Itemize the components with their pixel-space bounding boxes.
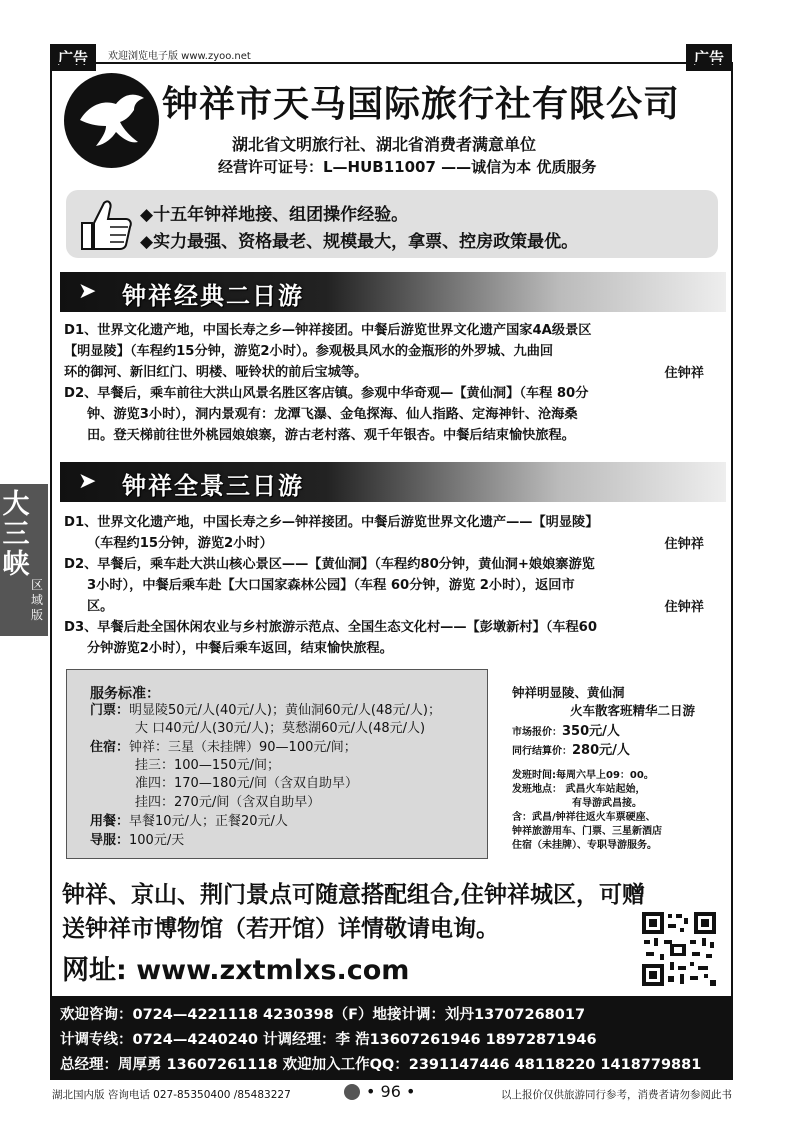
include-line: 含：武昌/钟祥往返火车票硬座、 [512,812,656,823]
section-title: 钟祥全景三日游 [122,472,304,500]
itinerary-line: 田。登天梯前往世外桃园娘娘寨，游古老村落、观千年银杏。中餐后结束愉快旅程。 [87,428,575,443]
footer-right: 以上报价仅供旅游同行参考，消费者请勿参阅此书 [501,1089,732,1101]
two-day-itinerary [64,320,712,446]
itinerary-line: D1、世界文化遗产地，中国长寿之乡—钟祥接团。中餐后游览世界文化遗产国家4A级景区 [64,323,592,338]
service-value: 100元/天 [129,833,185,848]
train-title-1: 钟祥明显陵、黄仙洞 [512,685,625,700]
itinerary-line: D2、早餐后，乘车前往大洪山风景名胜区客店镇。参观中华奇观—【黄仙洞】（车程 80分 [64,386,589,401]
depart-time: 发班时间:每周六早上09：00。 [512,770,654,781]
include-line: 钟祥旅游用车、门票、三星新酒店 [512,826,662,837]
service-row [90,832,184,850]
service-value: 准四：170—180元/间（含双自助早） [135,776,359,791]
banner-line-1: ◆十五年钟祥地接、组团操作经验。 [140,205,409,225]
itinerary-line: 环的御河、新旧红门、明楼、哑铃状的前后宝城等。 [64,365,368,380]
market-price-row [512,720,620,739]
contact-line-3: 总经理：周厚勇 13607261118 欢迎加入工作QQ：2391147446 48118220 1418779881 [60,1057,702,1073]
website-link[interactable]: 网址: www.zxtmlxs.com [62,955,410,986]
page-emblem-icon [344,1084,360,1100]
contact-line-2: 计调专线：0724—4240240 计调经理：李 浩13607261946 18972871946 [60,1032,597,1048]
service-label: 门票： [90,703,130,718]
company-honor: 湖北省文明旅行社、湖北省消费者满意单位 [232,135,537,154]
service-label: 住宿： [90,740,130,755]
edition-name: 大三峡 [2,489,30,580]
service-label: 导服： [90,833,130,848]
footer-left: 湖北国内版 咨询电话 027-85350400 /85483227 [52,1089,291,1101]
service-value: 挂四：270元/间（含双自助早） [135,795,321,810]
ad-label-right: 广告 [686,44,732,71]
contact-line-1: 欢迎咨询：0724—4221118 4230398（F）地接计调：刘丹13707268017 [60,1007,586,1023]
peer-price-row [512,739,630,758]
itinerary-line: D1、世界文化遗产地，中国长寿之乡—钟祥接团。中餐后游览世界文化遗产——【明显陵】 [64,515,599,530]
stay-tag: 住钟祥 [664,600,704,615]
train-title-2: 火车散客班精华二日游 [570,703,696,718]
qr-code-icon[interactable] [640,910,718,988]
depart-place: 有导游武昌接。 [572,798,642,809]
service-value: 大 口40元/人(30元/人)；莫愁湖60元/人(48元/人) [135,721,426,736]
three-day-itinerary [64,512,712,659]
stay-tag: 住钟祥 [664,366,704,381]
arrow-icon: ➤ [78,279,97,304]
market-price-label: 市场报价： [512,727,562,738]
horse-logo-icon [64,73,159,168]
itinerary-line: 区。 [87,599,114,614]
itinerary-line: 【明显陵】（车程约15分钟，游览2小时）。参观极具风水的金瓶形的外罗城、九曲回 [64,344,554,359]
edition-type: 区域版 [30,578,43,622]
service-title: 服务标准： [90,686,160,702]
service-value: 挂三：100—150元/间； [135,758,281,773]
itinerary-line: D3、早餐后赴全国休闲农业与乡村旅游示范点、全国生态文化村——【彭墩新村】（车程60 [64,620,597,635]
depart-place: 发班地点： 武昌火车站起始， [512,784,646,795]
service-row [90,702,441,720]
arrow-icon: ➤ [78,469,97,494]
section-title: 钟祥经典二日游 [122,282,304,310]
service-value: 早餐10元/人；正餐20元/人 [129,814,288,829]
stay-tag: 住钟祥 [664,537,704,552]
banner-line-2: ◆实力最强、资格最老、规模最大，拿票、控房政策最优。 [140,232,579,252]
company-name: 钟祥市天马国际旅行社有限公司 [162,84,681,125]
section-header-three-day [60,462,726,502]
itinerary-line: D2、早餐后，乘车赴大洪山核心景区——【黄仙洞】（车程约80分钟，黄仙洞+娘娘寨游览 [64,557,595,572]
service-value: 钟祥：三星（未挂牌）90—100元/间； [129,740,357,755]
itinerary-line: 分钟游览2小时），中餐后乘车返回，结束愉快旅程。 [87,641,393,656]
page-number-row [344,1082,415,1101]
thumbs-up-icon [76,195,134,253]
promo-line-1: 钟祥、京山、荆门景点可随意搭配组合,住钟祥城区，可赠 [62,881,646,908]
itinerary-line: 钟、游览3小时），洞内景观有：龙潭飞瀑、金龟探海、仙人指路、定海神针、沧海桑 [87,407,578,422]
ad-label-left: 广告 [50,44,96,71]
service-row [90,739,357,757]
peer-price-label: 同行结算价： [512,746,572,757]
promo-line-2: 送钟祥市博物馆（若开馆）详情敬请电询。 [62,915,499,942]
service-row [90,813,288,831]
include-line: 住宿（未挂牌）、专职导游服务。 [512,840,657,851]
market-price: 350元/人 [562,724,620,739]
section-header-two-day [60,272,726,312]
service-value: 明显陵50元/人(40元/人)；黄仙洞60元/人(48元/人)； [129,703,441,718]
peer-price: 280元/人 [572,743,630,758]
itinerary-line: （车程约15分钟，游览2小时） [87,536,273,551]
service-label: 用餐： [90,814,130,829]
page-number: • 96 • [366,1082,416,1101]
license-line: 经营许可证号：L—HUB11007 ——诚信为本 优质服务 [218,158,597,176]
itinerary-line: 3小时），中餐后乘车赴【大口国家森林公园】（车程 60分钟，游览 2小时），返回市 [87,578,575,593]
top-url-text[interactable]: 欢迎浏览电子版 www.zyoo.net [108,51,251,62]
